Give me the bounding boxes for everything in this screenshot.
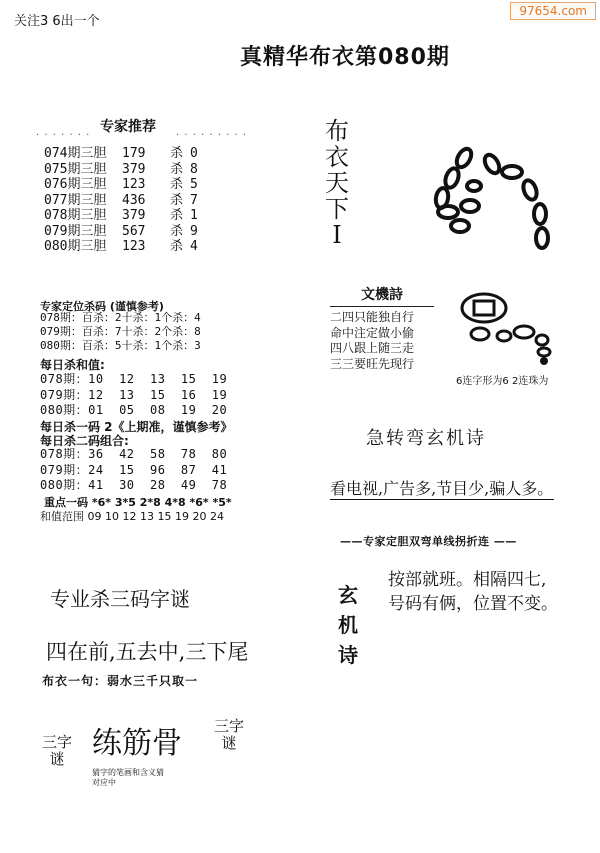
riddle-hint bbox=[92, 768, 164, 788]
hint-line: 猜字的笔画和含义猜 bbox=[92, 768, 164, 777]
poem-line: 二四只能独自行 bbox=[330, 310, 415, 324]
puzzle-caption: 6连字形为6 bbox=[456, 376, 509, 387]
dotted-rule-left: . . . . . . . bbox=[36, 127, 91, 138]
focus-code-line: 重点一码 *6* 3*5 2*8 4*8 *6* *5* bbox=[44, 496, 232, 509]
chain-link bbox=[502, 166, 522, 178]
three-gall-list bbox=[44, 146, 198, 255]
top-left-note: 关注3 6出一个 bbox=[14, 14, 100, 29]
riddle-word: 练筋骨 bbox=[92, 726, 182, 761]
divider bbox=[330, 306, 434, 307]
position-kill-list bbox=[40, 311, 201, 353]
coin-link bbox=[514, 326, 534, 338]
riddle-label-left: 三字谜 bbox=[41, 733, 72, 768]
xuanji-vertical-title: 玄机诗 bbox=[338, 583, 358, 667]
daily-kill-one-heading: 每日杀一码 2《上期准，谨慎参考》 bbox=[40, 420, 233, 434]
hint-line: 对应中 bbox=[92, 778, 116, 787]
poem-line: 号码有俩，位置不变。 bbox=[388, 594, 558, 614]
list-item: 079期：12 13 15 16 19 bbox=[40, 387, 228, 402]
gall-numbers: 379 bbox=[122, 208, 146, 223]
chain-link bbox=[443, 167, 461, 190]
two-code-list bbox=[40, 447, 227, 494]
issue-label: 077期三胆 bbox=[44, 192, 107, 208]
gall-numbers: 179 bbox=[122, 146, 146, 161]
chain-link bbox=[451, 220, 469, 232]
two-code-heading: 每日杀二码组合: bbox=[40, 434, 129, 448]
kill-number: 0 bbox=[190, 146, 198, 161]
issue-label: 074期三胆 bbox=[44, 146, 107, 161]
list-item: 080期：百杀：5十杀：1个杀：3 bbox=[40, 339, 201, 352]
poem-line: 命中注定做小偷 bbox=[330, 325, 415, 340]
chain-link bbox=[454, 146, 474, 169]
kill-number: 9 bbox=[190, 223, 198, 239]
chain-link bbox=[536, 228, 548, 248]
page-title: 真精华布衣第080期 bbox=[240, 45, 450, 70]
wenji-poem-box bbox=[330, 284, 434, 372]
expert-recommend-heading: 专家推荐 bbox=[100, 119, 156, 135]
expert-gall-line: ——专家定胆双弯单线拐折连 —— bbox=[340, 535, 517, 548]
coin-ring bbox=[462, 294, 506, 322]
daily-sum-list bbox=[40, 372, 227, 419]
coin-link bbox=[536, 335, 548, 345]
list-item bbox=[44, 208, 198, 224]
list-item: 080期：01 05 08 19 20 bbox=[40, 403, 228, 417]
gall-numbers: 379 bbox=[122, 161, 146, 177]
kill-label: 杀 bbox=[170, 192, 184, 208]
list-item bbox=[44, 162, 198, 178]
buyi-saying: 布衣一句：弱水三千只取一 bbox=[42, 674, 199, 688]
issue-label: 078期三胆 bbox=[44, 208, 107, 223]
coin-link bbox=[497, 331, 511, 341]
issue-label: 076期三胆 bbox=[44, 177, 107, 192]
gall-numbers: 567 bbox=[122, 223, 146, 239]
kill-three-title: 专业杀三码字谜 bbox=[50, 587, 190, 611]
xuanji-poem bbox=[388, 568, 558, 616]
coin-bead bbox=[540, 357, 548, 365]
list-item bbox=[44, 239, 198, 255]
list-item bbox=[44, 193, 198, 209]
riddle-label-right: 三字谜 bbox=[213, 717, 244, 752]
position-kill-heading: 专家定位杀码 (谨慎参考) bbox=[40, 300, 164, 313]
kill-label: 杀 bbox=[170, 239, 184, 254]
kill-number: 4 bbox=[190, 239, 198, 254]
kill-label: 杀 bbox=[170, 208, 184, 223]
puzzle-caption: 2连珠为 bbox=[512, 376, 549, 387]
list-item: 078期：百杀：2十杀：1个杀：4 bbox=[40, 311, 201, 324]
sum-range-line: 和值范围 09 10 12 13 15 19 20 24 bbox=[40, 510, 224, 523]
kill-label: 杀 bbox=[170, 177, 184, 192]
list-item bbox=[44, 146, 198, 162]
kill-number: 8 bbox=[190, 161, 198, 177]
daily-sum-heading: 每日杀和值: bbox=[40, 358, 105, 372]
poem-line: 三三要旺先现行 bbox=[330, 356, 415, 371]
poem-line: 按部就班。相隔四七, bbox=[388, 570, 547, 590]
chain-puzzle-graphic bbox=[430, 146, 570, 256]
coin-link bbox=[538, 348, 550, 356]
gall-numbers: 123 bbox=[122, 239, 146, 254]
dotted-rule-right: . . . . . . . . . bbox=[176, 127, 248, 138]
kill-number: 7 bbox=[190, 192, 198, 208]
chain-link bbox=[461, 200, 479, 212]
site-watermark[interactable]: 97654.com bbox=[510, 2, 596, 20]
kill-number: 1 bbox=[190, 208, 198, 223]
gall-numbers: 123 bbox=[122, 177, 146, 192]
kill-number: 5 bbox=[190, 177, 198, 192]
underline bbox=[330, 499, 554, 500]
list-item: 080期：41 30 28 49 78 bbox=[40, 478, 228, 492]
list-item: 078期：36 42 58 78 80 bbox=[40, 447, 228, 461]
list-item: 079期：24 15 96 87 41 bbox=[40, 462, 228, 477]
issue-label: 080期三胆 bbox=[44, 239, 107, 254]
issue-label: 079期三胆 bbox=[44, 223, 107, 239]
coin-square bbox=[474, 301, 494, 315]
gall-numbers: 436 bbox=[122, 192, 146, 208]
list-item: 079期：百杀：7十杀：2个杀：8 bbox=[40, 325, 201, 338]
chain-link bbox=[467, 181, 481, 191]
kill-label: 杀 bbox=[170, 161, 184, 177]
riddle-poem-title: 急转弯玄机诗 bbox=[366, 428, 486, 449]
riddle-line: 四在前,五去中,三下尾 bbox=[46, 640, 249, 664]
buyi-vertical-title: 布衣天下I bbox=[325, 117, 349, 249]
wenji-poem-title: 文機詩 bbox=[361, 287, 403, 303]
list-item bbox=[44, 224, 198, 240]
wenji-poem-lines bbox=[330, 310, 434, 372]
coin-puzzle-graphic bbox=[456, 286, 566, 368]
chain-link bbox=[521, 179, 539, 202]
kill-label: 杀 bbox=[170, 223, 184, 239]
poem-line: 四八跟上随三走 bbox=[330, 341, 415, 355]
coin-link bbox=[471, 328, 489, 340]
issue-label: 075期三胆 bbox=[44, 161, 107, 177]
riddle-poem-line: 看电视,广告多,节目少,骗人多。 bbox=[330, 479, 554, 498]
kill-label: 杀 bbox=[170, 146, 184, 161]
list-item bbox=[44, 177, 198, 193]
chain-link bbox=[438, 206, 458, 218]
chain-link bbox=[534, 204, 546, 224]
list-item: 078期：10 12 13 15 19 bbox=[40, 372, 228, 386]
chain-link bbox=[482, 152, 502, 175]
